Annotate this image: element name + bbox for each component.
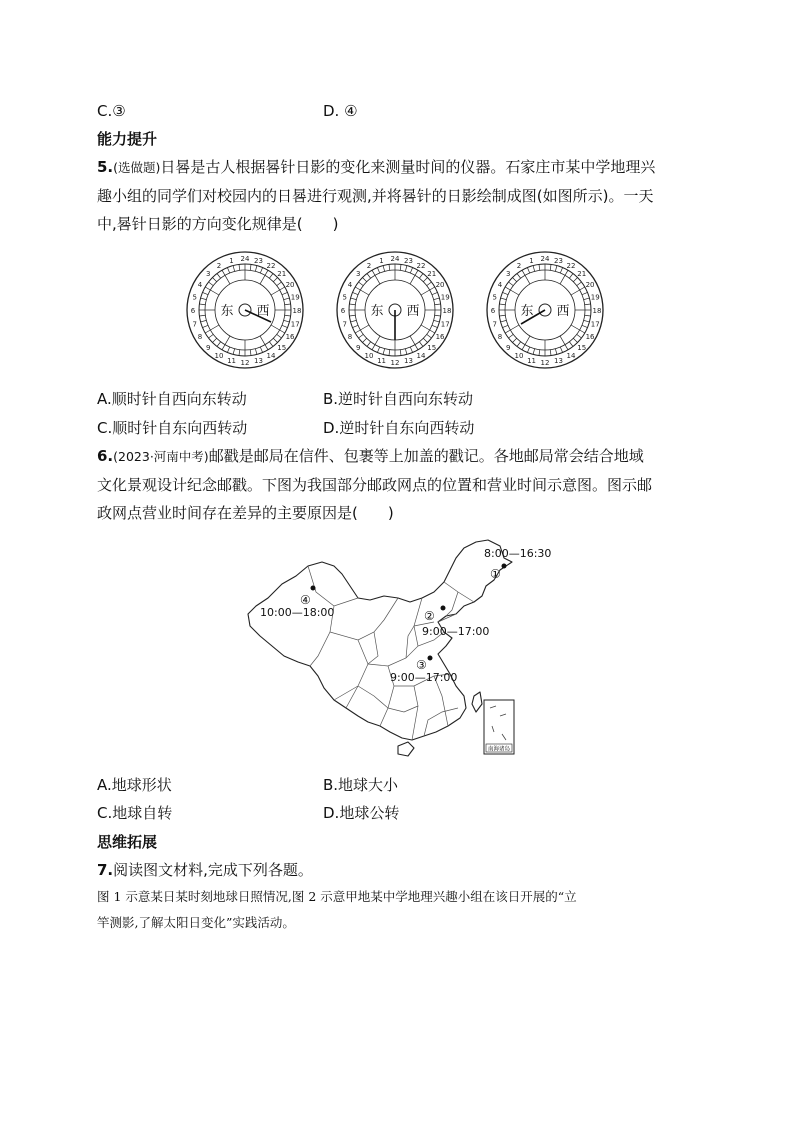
dial-hour-numeral: 8 — [197, 333, 203, 341]
dial-hour-numeral: 8 — [347, 333, 353, 341]
dial-hour-numeral: 22 — [266, 261, 276, 270]
post-office-point-2 — [441, 606, 446, 611]
q5-stem-text-1: 日晷是古人根据晷针日影的变化来测量时间的仪器。石家庄市某中学地理兴 — [160, 158, 656, 176]
q7-stem-line — [97, 860, 313, 880]
dial-hour-numeral: 7 — [492, 320, 498, 329]
dial-hour-numeral: 17 — [440, 320, 450, 329]
dial-hour-numeral: 21 — [577, 270, 587, 279]
dial-hour-numeral: 6 — [340, 307, 346, 315]
point-3-label: ③ — [416, 658, 427, 672]
dial-hour-numeral: 4 — [197, 281, 203, 289]
dial-label-east: 东 — [520, 304, 534, 319]
dial-hour-numeral: 4 — [347, 281, 353, 289]
dial-hour-numeral: 5 — [192, 293, 198, 302]
q5-tag: (选做题) — [113, 160, 161, 175]
dial-hour-numeral: 13 — [403, 357, 413, 366]
dial-hour-numeral: 11 — [527, 357, 537, 366]
dial-hour-numeral: 1 — [529, 256, 534, 265]
dial-label-west: 西 — [406, 304, 420, 319]
dial-hour-numeral: 11 — [227, 357, 237, 366]
q6-option-b: B.地球大小 — [323, 776, 399, 794]
dial-hour-numeral: 6 — [190, 307, 196, 315]
dial-hour-numeral: 17 — [290, 320, 300, 329]
dial-hour-numeral: 18 — [442, 307, 452, 315]
dial-hour-numeral: 10 — [514, 352, 524, 361]
dial-hour-numeral: 14 — [416, 352, 426, 361]
q5-stem-line-3: 中,晷针日影的方向变化规律是( ) — [97, 215, 339, 233]
q6-option-c: C.地球自转 — [97, 804, 173, 822]
dial-hour-numeral: 12 — [390, 359, 400, 367]
dial-hour-numeral: 6 — [490, 307, 496, 315]
dial-label-west: 西 — [256, 304, 270, 319]
south-sea-inset — [484, 700, 514, 754]
dial-hour-numeral: 9 — [355, 343, 361, 352]
dial-hour-numeral: 12 — [540, 359, 550, 367]
point-2-time: 9:00—17:00 — [422, 625, 490, 638]
dial-label-west: 西 — [556, 304, 570, 319]
q6-stem-line-1 — [97, 446, 644, 467]
q6-stem-text-1: 邮戳是邮局在信件、包裹等上加盖的戳记。各地邮局常会结合地域 — [208, 447, 644, 465]
dial-hour-numeral: 24 — [390, 255, 400, 263]
dial-hour-numeral: 24 — [240, 255, 250, 263]
dial-hour-numeral: 3 — [505, 270, 511, 279]
inset-label: 南海诸岛 — [487, 746, 511, 753]
dial-hour-numeral: 19 — [290, 293, 300, 302]
dial-hour-numeral: 7 — [342, 320, 348, 329]
dial-hour-numeral: 14 — [266, 352, 276, 361]
taiwan-island — [472, 692, 482, 712]
dial-hour-numeral: 24 — [540, 255, 550, 263]
dial-hour-numeral: 18 — [592, 307, 602, 315]
post-office-point-3 — [428, 656, 433, 661]
dial-hour-numeral: 20 — [285, 281, 295, 289]
dial-hour-numeral: 5 — [492, 293, 498, 302]
point-1-label: ① — [490, 567, 501, 581]
china-outline — [248, 540, 512, 740]
dial-hour-numeral: 10 — [364, 352, 374, 361]
q6-stem-line-3: 政网点营业时间存在差异的主要原因是( ) — [97, 504, 394, 522]
dial-hour-numeral: 22 — [566, 261, 576, 270]
dial-hour-numeral: 8 — [497, 333, 503, 341]
dial-hour-numeral: 16 — [285, 333, 295, 341]
point-4-label: ④ — [300, 593, 311, 607]
section-heading-ability: 能力提升 — [97, 130, 158, 148]
china-post-office-map — [238, 536, 560, 762]
dial-hour-numeral: 4 — [497, 281, 503, 289]
dial-hour-numeral: 21 — [277, 270, 287, 279]
dial-hour-numeral: 16 — [435, 333, 445, 341]
dial-hour-numeral: 16 — [585, 333, 595, 341]
q4-option-c: C.③ — [97, 102, 126, 120]
point-4-time: 10:00—18:00 — [260, 606, 335, 619]
province-borders — [308, 566, 474, 740]
dial-hour-numeral: 23 — [253, 256, 263, 265]
dial-hour-numeral: 15 — [277, 343, 287, 352]
point-1-time: 8:00—16:30 — [484, 547, 552, 560]
dial-hour-numeral: 20 — [435, 281, 445, 289]
q4-option-d: D. ④ — [323, 102, 358, 120]
q5-option-a: A.顺时针自西向东转动 — [97, 390, 247, 408]
q7-material-line-1: 图 1 示意某日某时刻地球日照情况,图 2 示意甲地某中学地理兴趣小组在该日开展的“立 — [97, 889, 577, 904]
sundial-figure-2 — [337, 252, 453, 368]
dial-hour-numeral: 9 — [205, 343, 211, 352]
q5-stem-line-2: 趣小组的同学们对校园内的日晷进行观测,并将晷针的日影绘制成图(如图所示)。一天 — [97, 187, 654, 205]
sundial-figure-1 — [187, 252, 303, 368]
dial-hour-numeral: 9 — [505, 343, 511, 352]
q6-tag: (2023·河南中考) — [113, 449, 209, 464]
dial-hour-numeral: 5 — [342, 293, 348, 302]
dial-hour-numeral: 13 — [553, 357, 563, 366]
dial-hour-numeral: 1 — [229, 256, 234, 265]
dial-hour-numeral: 19 — [590, 293, 600, 302]
sundial-figure-3 — [487, 252, 603, 368]
dial-hour-numeral: 3 — [205, 270, 211, 279]
dial-hour-numeral: 11 — [377, 357, 387, 366]
q6-stem-line-2: 文化景观设计纪念邮戳。下图为我国部分邮政网点的位置和营业时间示意图。图示邮 — [97, 476, 653, 494]
q7-stem-text: 阅读图文材料,完成下列各题。 — [113, 861, 313, 879]
dial-hour-numeral: 21 — [427, 270, 437, 279]
dial-hour-numeral: 17 — [590, 320, 600, 329]
dial-hour-numeral: 22 — [416, 261, 426, 270]
q6-number: 6. — [97, 447, 114, 465]
dial-hour-numeral: 13 — [253, 357, 263, 366]
section-heading-thinking: 思维拓展 — [97, 833, 158, 851]
q7-material-line-2: 竿测影,了解太阳日变化”实践活动。 — [97, 915, 295, 930]
dial-hour-numeral: 19 — [440, 293, 450, 302]
dial-label-east: 东 — [370, 304, 384, 319]
dial-hour-numeral: 2 — [366, 261, 372, 270]
q6-option-d: D.地球公转 — [323, 804, 400, 822]
dial-hour-numeral: 14 — [566, 352, 576, 361]
q7-number: 7. — [97, 861, 114, 879]
dial-hour-numeral: 20 — [585, 281, 595, 289]
dial-hour-numeral: 10 — [214, 352, 224, 361]
post-office-point-4 — [311, 586, 316, 591]
dial-hour-numeral: 7 — [192, 320, 198, 329]
point-2-label: ② — [424, 609, 435, 623]
q5-option-b: B.逆时针自西向东转动 — [323, 390, 474, 408]
q5-option-d: D.逆时针自东向西转动 — [323, 419, 475, 437]
dial-hour-numeral: 18 — [292, 307, 302, 315]
dial-hour-numeral: 15 — [427, 343, 437, 352]
q5-number: 5. — [97, 158, 114, 176]
dial-hour-numeral: 15 — [577, 343, 587, 352]
hainan-island — [398, 742, 414, 756]
dial-label-east: 东 — [220, 304, 234, 319]
post-office-point-1 — [502, 564, 507, 569]
dial-hour-numeral: 1 — [379, 256, 384, 265]
q5-stem-line-1 — [97, 157, 655, 178]
dial-hour-numeral: 2 — [216, 261, 222, 270]
point-3-time: 9:00—17:00 — [390, 671, 458, 684]
q5-option-c: C.顺时针自东向西转动 — [97, 419, 248, 437]
q6-option-a: A.地球形状 — [97, 776, 172, 794]
dial-hour-numeral: 23 — [553, 256, 563, 265]
dial-hour-numeral: 23 — [403, 256, 413, 265]
dial-hour-numeral: 12 — [240, 359, 250, 367]
dial-hour-numeral: 2 — [516, 261, 522, 270]
sundial-figures — [180, 250, 630, 375]
dial-hour-numeral: 3 — [355, 270, 361, 279]
